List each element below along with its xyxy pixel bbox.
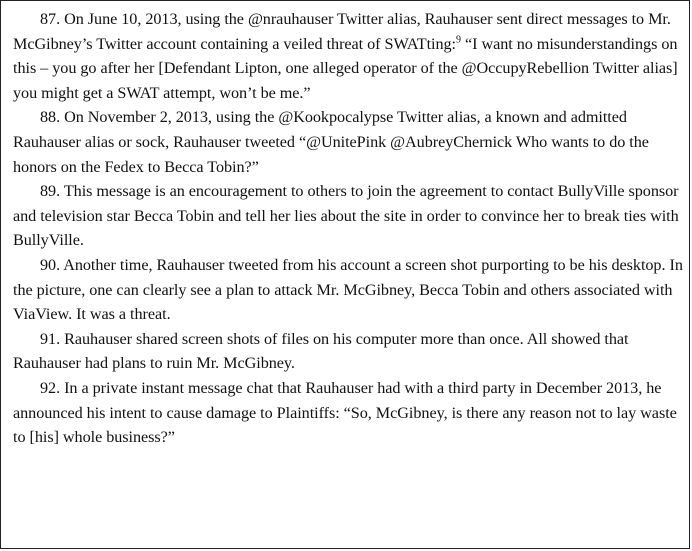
paragraph-line — [13, 302, 689, 327]
paragraph-text: Rauhauser had plans to ruin Mr. McGibney. — [13, 354, 295, 373]
paragraph-line — [13, 425, 689, 450]
paragraph-line — [13, 351, 689, 376]
paragraph-line — [13, 376, 689, 401]
paragraph-line — [13, 130, 689, 155]
paragraph-text: announced his intent to cause damage to Plaintiffs: “So, McGibney, is there any reason not to lay waste — [13, 403, 677, 422]
paragraph-number: 91. — [40, 329, 61, 348]
paragraph-line — [13, 204, 689, 229]
paragraph-line — [13, 278, 689, 303]
paragraph-text: and television star Becca Tobin and tell her lies about the site in order to convince her to break ties with — [13, 206, 679, 225]
paragraph-line — [13, 253, 689, 278]
paragraph-90 — [13, 253, 689, 327]
paragraph-number: 89. — [40, 182, 61, 201]
paragraph-text: BullyVille. — [13, 231, 84, 250]
paragraph-text: you might get a SWAT attempt, won’t be me.” — [13, 83, 311, 102]
paragraph-91 — [13, 327, 689, 376]
paragraph-line — [13, 179, 689, 204]
paragraph-text: ViaView. It was a threat. — [13, 305, 171, 324]
paragraph-line — [13, 32, 689, 57]
paragraph-line — [13, 81, 689, 106]
paragraph-text: “I want no misunderstandings on — [460, 34, 678, 53]
paragraph-text: Rauhauser alias or sock, Rauhauser tweeted “@UnitePink @AubreyChernick Who wants to do the — [13, 132, 649, 151]
paragraph-number: 92. — [40, 378, 61, 397]
paragraph-text: this – you go after her [Defendant Lipton, one alleged operator of the @OccupyRebellion Twitter alias] — [13, 59, 678, 78]
paragraph-line — [13, 105, 689, 130]
paragraph-88 — [13, 105, 689, 179]
paragraph-92 — [13, 376, 689, 450]
paragraph-line — [13, 155, 689, 180]
paragraph-text: McGibney’s Twitter account containing a veiled threat of SWATting: — [13, 34, 457, 53]
paragraph-text: Rauhauser shared screen shots of files on his computer more than once. All showed that — [64, 329, 629, 348]
paragraph-text: This message is an encouragement to others to join the agreement to contact BullyVille sponsor — [63, 182, 679, 201]
footnote-marker[interactable]: 9 — [456, 34, 461, 46]
paragraph-line — [13, 7, 689, 32]
paragraph-number: 90. — [40, 255, 61, 274]
paragraph-line — [13, 327, 689, 352]
paragraph-line — [13, 56, 689, 81]
paragraph-text: On November 2, 2013, using the @Kookpocalypse Twitter alias, a known and admitted — [64, 108, 627, 127]
paragraph-text: On June 10, 2013, using the @nrauhauser Twitter alias, Rauhauser sent direct messages to Mr. — [64, 10, 671, 28]
paragraph-text: Another time, Rauhauser tweeted from his account a screen shot purporting to be his desktop. In — [63, 255, 683, 274]
paragraph-text: to [his] whole business?” — [13, 428, 175, 447]
paragraph-line — [13, 228, 689, 253]
paragraph-87 — [13, 7, 689, 105]
paragraph-89 — [13, 179, 689, 253]
paragraph-line — [13, 401, 689, 426]
paragraph-number: 87. — [40, 10, 61, 28]
document-body — [13, 7, 689, 450]
paragraph-number: 88. — [40, 108, 61, 127]
paragraph-text: the picture, one can clearly see a plan to attack Mr. McGibney, Becca Tobin and others associated with — [13, 280, 673, 299]
paragraph-text: In a private instant message chat that Rauhauser had with a third party in December 2013, he — [64, 378, 662, 397]
paragraph-text: honors on the Fedex to Becca Tobin?” — [13, 157, 259, 176]
